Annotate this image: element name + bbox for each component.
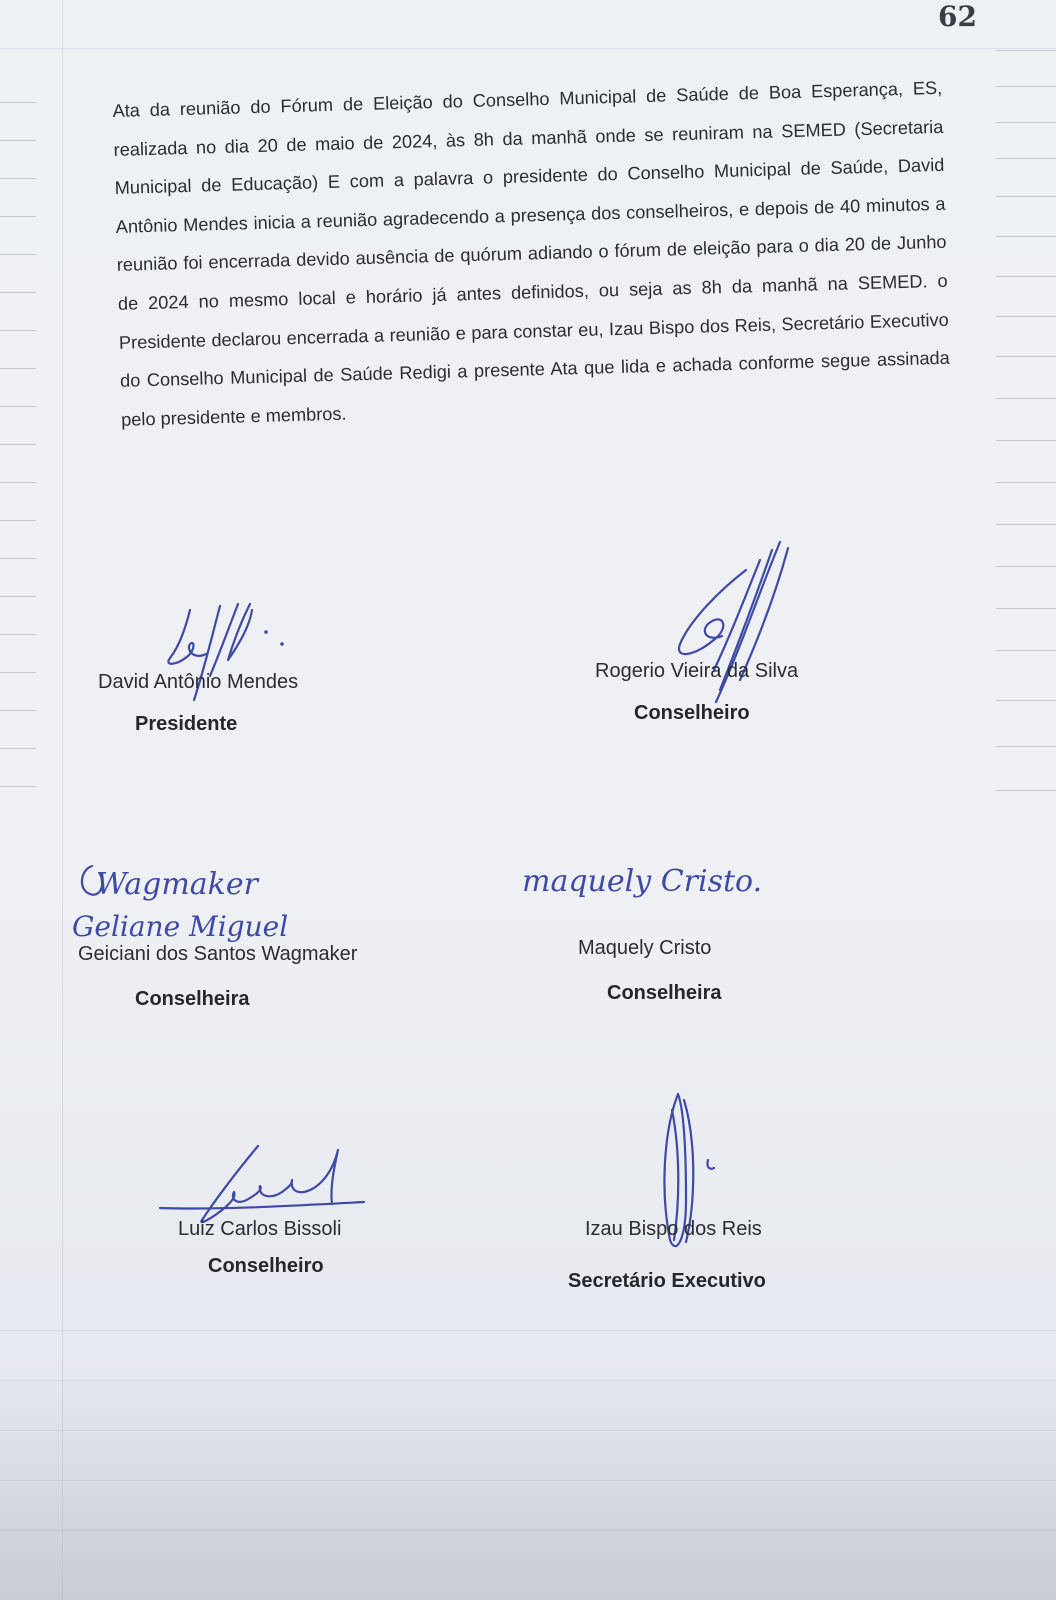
page-edge-stub [996,440,1056,441]
minutes-paragraph: Ata da reunião do Fórum de Eleição do Conselho Municipal de Saúde de Boa Esperança, ES, realizada no dia 20 de maio de 2024, às 8h da manhã onde se reuniram na SEMED (Secretaria Municipal de Educação) E com a palavra o presidente do Conselho Municipal de Saúde, David Antônio Mendes inicia a reunião agradecendo a presença dos conselheiros, e depois de 40 minutos a reunião foi encerrada devido ausência de quórum adiando o fórum de eleição para o dia 20 de Junho de 2024 no mesmo local e horário já antes definidos, ou seja as 8h da manhã na SEMED. o Presidente declarou encerrada a reunião e para constar eu, Izau Bispo dos Reis, Secretário Executivo do Conselho Municipal de Saúde Redigi a presente Ata que lida e achada conforme segue assinada pelo presidente e membros. [112,77,951,430]
page-edge-stub [996,482,1056,483]
page-edge-stub [996,650,1056,651]
page-edge-stub [996,746,1056,747]
page-edge-stub [996,608,1056,609]
page-edge-stub [996,196,1056,197]
page-edge-stub [996,566,1056,567]
signatory-name-maquely: Maquely Cristo [578,937,712,959]
signatory-name-david: David Antônio Mendes [98,671,299,693]
signatory-name-geiciani: Geiciani dos Santos Wagmaker [78,943,358,965]
page-edge-stub [996,236,1056,237]
signatory-name-luiz: Luiz Carlos Bissoli [178,1218,342,1240]
ruled-line [0,1330,1056,1331]
page-edge-stub [996,316,1056,317]
page-edge-stub [996,524,1056,525]
signatory-role-izau: Secretário Executivo [568,1270,766,1292]
ruled-line [0,1480,1056,1481]
page-edge-stub [996,50,1056,51]
signature-rogerio-image [660,540,810,710]
page-edge-stub [996,122,1056,123]
signatory-name-izau: Izau Bispo dos Reis [585,1218,762,1240]
signature-handwriting: maquely Cristo. [522,864,763,899]
ruled-line [0,1430,1056,1431]
page-edge-stub [996,398,1056,399]
ruled-line [0,48,1056,49]
signatory-role-rogerio: Conselheiro [634,702,750,724]
ruled-line [0,1530,1056,1531]
signatory-role-maquely: Conselheira [607,982,722,1004]
page-edge-stub [996,86,1056,87]
page-edge-stubs [0,90,60,810]
signature-handwriting: Geliane Miguel [72,910,289,943]
ruled-line [0,1380,1056,1381]
margin-line [62,0,63,1600]
page-edge-stub [996,276,1056,277]
page-number: 62 [938,0,977,33]
page-edge-stub [996,356,1056,357]
signature-maquely-image [518,855,818,915]
page-edge-stub [996,790,1056,791]
signature-luiz-image [158,1140,368,1230]
page-edge-stub [996,700,1056,701]
signatory-role-luiz: Conselheiro [208,1255,324,1277]
signatory-name-rogerio: Rogerio Vieira da Silva [595,660,799,682]
signature-handwriting: Wagmaker [96,867,258,902]
signatory-role-david: Presidente [135,713,238,735]
page-edge-stub [996,158,1056,159]
signatory-role-geiciani: Conselheira [135,988,250,1010]
signature-geiciani-image [70,860,310,944]
